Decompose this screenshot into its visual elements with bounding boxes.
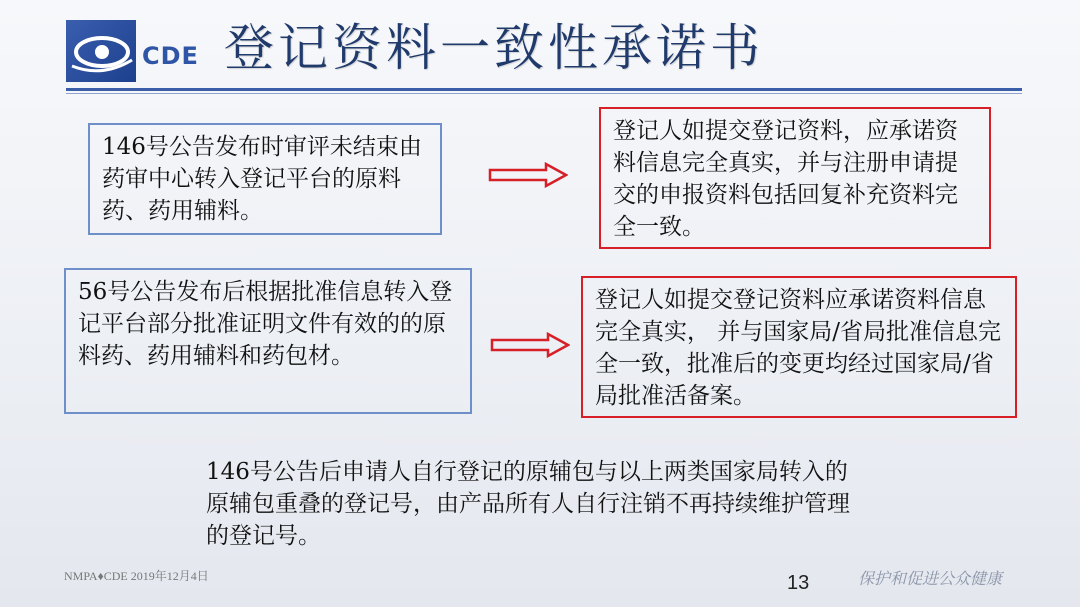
category-box-56: 56号公告发布后根据批准信息转入登记平台部分批准证明文件有效的的原料药、药用辅料和药包材。 xyxy=(64,268,472,414)
category-box-146: 146号公告发布时审评未结束由药审中心转入登记平台的原料药、药用辅料。 xyxy=(88,123,442,235)
page-title: 登记资料一致性承诺书 xyxy=(224,19,764,77)
cde-eye-logo-icon xyxy=(66,20,136,82)
cde-logo xyxy=(66,20,206,84)
title-rule xyxy=(66,88,1022,91)
double-right-arrow-icon xyxy=(488,162,568,188)
logo-text: CDE xyxy=(142,42,199,70)
footer-slogan: 保护和促进公众健康 xyxy=(858,569,1003,588)
commitment-box-56: 登记人如提交登记资料应承诺资料信息完全真实， 并与国家局/省局批准信息完全一致，批准后的变更均经过国家局/省局批准活备案。 xyxy=(581,276,1017,418)
title-rule-thin xyxy=(66,93,1022,94)
footer-source: NMPA♦CDE 2019年12月4日 xyxy=(64,569,209,583)
page-number: 13 xyxy=(787,572,810,594)
double-right-arrow-icon xyxy=(490,332,570,358)
overlap-note: 146号公告后申请人自行登记的原辅包与以上两类国家局转入的原辅包重叠的登记号，由产品所有人自行注销不再持续维护管理的登记号。 xyxy=(206,459,850,549)
commitment-box-146: 登记人如提交登记资料，应承诺资料信息完全真实，并与注册申请提交的申报资料包括回复补充资料完全一致。 xyxy=(599,107,991,249)
